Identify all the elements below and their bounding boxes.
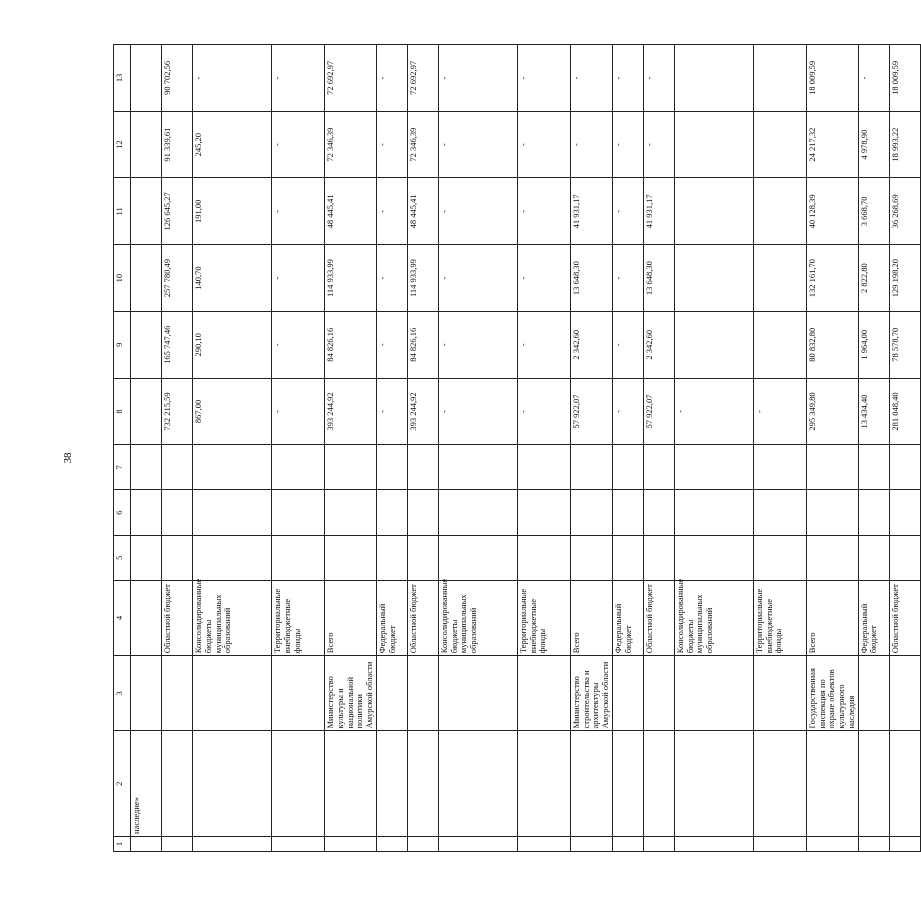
value-cell: 114 933,99 (325, 245, 377, 312)
value-cell: - (272, 245, 325, 312)
value-cell (753, 490, 806, 535)
program-cell (517, 731, 570, 836)
value-cell: - (376, 178, 407, 245)
value-cell: - (438, 311, 517, 378)
funding-source-cell: Консолидированные бюджеты муниципальных образований (438, 580, 517, 655)
value-cell: 80 832,80 (806, 311, 858, 378)
value-cell: 257 780,49 (162, 245, 193, 312)
row-number-cell (806, 836, 858, 851)
value-cell: - (612, 245, 643, 312)
executor-cell (674, 656, 753, 731)
value-cell (131, 490, 162, 535)
executor-cell (643, 656, 674, 731)
row-number-cell (674, 836, 753, 851)
value-cell: - (376, 111, 407, 178)
value-cell: 2 342,60 (570, 311, 612, 378)
value-cell: 245,20 (193, 111, 272, 178)
row-number-cell (612, 836, 643, 851)
value-cell: - (612, 311, 643, 378)
value-cell (753, 311, 806, 378)
value-cell: 393 244,92 (407, 378, 438, 445)
value-cell (889, 445, 920, 490)
table-row (193, 45, 272, 852)
column-header: 9 (114, 311, 131, 378)
value-cell: 295 349,80 (806, 378, 858, 445)
value-cell: 867,00 (193, 378, 272, 445)
table-row (674, 45, 753, 852)
value-cell: 57 922,07 (643, 378, 674, 445)
value-cell: - (376, 45, 407, 112)
value-cell (193, 535, 272, 580)
value-cell (612, 445, 643, 490)
value-cell: - (517, 178, 570, 245)
value-cell: 732 215,59 (162, 378, 193, 445)
column-header: 12 (114, 111, 131, 178)
value-cell (570, 490, 612, 535)
value-cell (162, 535, 193, 580)
value-cell: 48 445,41 (325, 178, 377, 245)
value-cell: - (753, 378, 806, 445)
value-cell (376, 445, 407, 490)
table-body (131, 45, 921, 852)
value-cell (193, 490, 272, 535)
value-cell (674, 245, 753, 312)
value-cell (131, 445, 162, 490)
value-cell (570, 535, 612, 580)
value-cell (131, 45, 162, 112)
executor-cell: Министерство строительства и архитектуры Амурской области (570, 656, 612, 731)
value-cell: - (272, 178, 325, 245)
value-cell (272, 535, 325, 580)
value-cell: 24 217,32 (806, 111, 858, 178)
value-cell: - (438, 111, 517, 178)
row-number-cell (325, 836, 377, 851)
executor-cell (272, 656, 325, 731)
program-cell (889, 731, 920, 836)
table-row (643, 45, 674, 852)
table-row (407, 45, 438, 852)
column-header: 11 (114, 178, 131, 245)
page-number: 38 (62, 452, 74, 464)
table-row (272, 45, 325, 852)
value-cell (376, 490, 407, 535)
executor-cell (858, 656, 889, 731)
column-header: 10 (114, 245, 131, 312)
value-cell: - (612, 178, 643, 245)
row-number-cell (517, 836, 570, 851)
value-cell (272, 490, 325, 535)
program-cell (806, 731, 858, 836)
executor-cell (753, 656, 806, 731)
value-cell: 72 692,97 (325, 45, 377, 112)
value-cell: 129 198,20 (889, 245, 920, 312)
value-cell (162, 445, 193, 490)
value-cell: - (376, 245, 407, 312)
column-header: 2 (114, 731, 131, 836)
value-cell: 126 645,27 (162, 178, 193, 245)
row-number-cell (570, 836, 612, 851)
value-cell (407, 490, 438, 535)
value-cell: - (643, 111, 674, 178)
value-cell: 36 268,69 (889, 178, 920, 245)
executor-cell (889, 656, 920, 731)
value-cell: - (570, 45, 612, 112)
column-header: 7 (114, 445, 131, 490)
value-cell (325, 490, 377, 535)
value-cell (643, 445, 674, 490)
row-number-cell (858, 836, 889, 851)
executor-cell: Министерство культуры и национальной политики Амурской области (325, 656, 377, 731)
value-cell: - (272, 45, 325, 112)
value-cell (674, 490, 753, 535)
value-cell: 13 648,30 (570, 245, 612, 312)
value-cell: - (517, 378, 570, 445)
funding-source-cell: Федеральный бюджет (376, 580, 407, 655)
executor-cell (517, 656, 570, 731)
value-cell: - (612, 111, 643, 178)
value-cell (193, 445, 272, 490)
value-cell (643, 535, 674, 580)
value-cell: 72 692,97 (407, 45, 438, 112)
value-cell (806, 490, 858, 535)
program-cell (674, 731, 753, 836)
program-cell (407, 731, 438, 836)
value-cell (438, 535, 517, 580)
funding-source-cell: Всего (570, 580, 612, 655)
value-cell: 393 244,92 (325, 378, 377, 445)
executor-cell (193, 656, 272, 731)
value-cell (674, 45, 753, 112)
value-cell (889, 490, 920, 535)
value-cell: - (674, 378, 753, 445)
column-header: 1 (114, 836, 131, 851)
funding-source-cell: Федеральный бюджет (858, 580, 889, 655)
program-cell (272, 731, 325, 836)
executor-cell: Государственная инспекция по охране объектов культурного наследия (806, 656, 858, 731)
value-cell (570, 445, 612, 490)
value-cell: 18 993,22 (889, 111, 920, 178)
value-cell: 140,70 (193, 245, 272, 312)
row-number-cell (193, 836, 272, 851)
table-row (889, 45, 920, 852)
value-cell (674, 111, 753, 178)
executor-cell (162, 656, 193, 731)
program-cell (162, 731, 193, 836)
value-cell (806, 445, 858, 490)
value-cell: 281 048,40 (889, 378, 920, 445)
program-cell (612, 731, 643, 836)
value-cell (889, 535, 920, 580)
value-cell: 132 161,70 (806, 245, 858, 312)
value-cell (674, 445, 753, 490)
column-header: 13 (114, 45, 131, 112)
table-row (162, 45, 193, 852)
value-cell (131, 245, 162, 312)
value-cell (517, 535, 570, 580)
value-cell: 91 339,61 (162, 111, 193, 178)
executor-cell (407, 656, 438, 731)
value-cell (674, 535, 753, 580)
value-cell (674, 311, 753, 378)
value-cell: 57 922,07 (570, 378, 612, 445)
table-row (131, 45, 162, 852)
executor-cell (131, 656, 162, 731)
value-cell: - (517, 245, 570, 312)
value-cell (612, 490, 643, 535)
row-number-cell (407, 836, 438, 851)
value-cell (612, 535, 643, 580)
value-cell: 18 009,59 (889, 45, 920, 112)
value-cell (753, 245, 806, 312)
funding-source-cell: Федеральный бюджет (612, 580, 643, 655)
row-number-cell (131, 836, 162, 851)
funding-source-cell: Консолидированные бюджеты муниципальных образований (674, 580, 753, 655)
value-cell: - (272, 378, 325, 445)
value-cell (131, 378, 162, 445)
executor-cell (438, 656, 517, 731)
funding-source-cell: Территориальные внебюджетные фонды (517, 580, 570, 655)
row-number-cell (162, 836, 193, 851)
value-cell (407, 535, 438, 580)
column-header: 4 (114, 580, 131, 655)
value-cell (376, 535, 407, 580)
value-cell: 41 931,17 (570, 178, 612, 245)
value-cell: 13 648,30 (643, 245, 674, 312)
budget-table (113, 44, 921, 852)
value-cell: 84 826,16 (325, 311, 377, 378)
program-cell (438, 731, 517, 836)
value-cell (517, 445, 570, 490)
value-cell: 3 668,70 (858, 178, 889, 245)
table-row (325, 45, 377, 852)
value-cell: 2 342,60 (643, 311, 674, 378)
value-cell (753, 45, 806, 112)
program-cell (376, 731, 407, 836)
value-cell (131, 311, 162, 378)
program-cell (570, 731, 612, 836)
funding-source-cell (131, 580, 162, 655)
value-cell (438, 445, 517, 490)
value-cell: 72 346,39 (325, 111, 377, 178)
value-cell (325, 445, 377, 490)
value-cell (517, 490, 570, 535)
value-cell (858, 490, 889, 535)
value-cell: 41 931,17 (643, 178, 674, 245)
value-cell (131, 535, 162, 580)
funding-source-cell: Всего (325, 580, 377, 655)
value-cell: - (272, 111, 325, 178)
value-cell: - (438, 378, 517, 445)
value-cell: - (570, 111, 612, 178)
row-number-cell (376, 836, 407, 851)
row-number-cell (438, 836, 517, 851)
value-cell (753, 178, 806, 245)
value-cell (806, 535, 858, 580)
value-cell: 165 747,46 (162, 311, 193, 378)
value-cell (643, 490, 674, 535)
value-cell: 90 702,56 (162, 45, 193, 112)
funding-source-cell: Областной бюджет (407, 580, 438, 655)
executor-cell (612, 656, 643, 731)
value-cell: - (612, 378, 643, 445)
table-row (612, 45, 643, 852)
value-cell: 2 822,80 (858, 245, 889, 312)
value-cell: 290,10 (193, 311, 272, 378)
value-cell (407, 445, 438, 490)
funding-source-cell: Областной бюджет (643, 580, 674, 655)
table-row (570, 45, 612, 852)
table-row (517, 45, 570, 852)
value-cell: - (272, 311, 325, 378)
table-row (376, 45, 407, 852)
value-cell: 114 933,99 (407, 245, 438, 312)
program-cell (325, 731, 377, 836)
executor-cell (376, 656, 407, 731)
value-cell: 191,00 (193, 178, 272, 245)
rotated-table-container (113, 44, 900, 852)
value-cell: 72 346,39 (407, 111, 438, 178)
value-cell (162, 490, 193, 535)
table-row (753, 45, 806, 852)
value-cell: 13 434,40 (858, 378, 889, 445)
row-number-cell (272, 836, 325, 851)
value-cell (753, 535, 806, 580)
column-header: 3 (114, 656, 131, 731)
row-number-cell (889, 836, 920, 851)
header-row (114, 45, 131, 852)
value-cell: - (438, 45, 517, 112)
row-number-cell (643, 836, 674, 851)
value-cell: - (517, 111, 570, 178)
value-cell: - (376, 378, 407, 445)
value-cell: - (376, 311, 407, 378)
funding-source-cell: Территориальные внебюджетные фонды (272, 580, 325, 655)
funding-source-cell: Территориальные внебюджетные фонды (753, 580, 806, 655)
value-cell (325, 535, 377, 580)
value-cell (131, 111, 162, 178)
program-cell: наследие» (131, 731, 162, 836)
value-cell (858, 535, 889, 580)
value-cell: - (517, 311, 570, 378)
funding-source-cell: Консолидированные бюджеты муниципальных образований (193, 580, 272, 655)
value-cell: 1 964,00 (858, 311, 889, 378)
program-cell (858, 731, 889, 836)
value-cell: - (193, 45, 272, 112)
value-cell: - (438, 178, 517, 245)
value-cell: 4 978,90 (858, 111, 889, 178)
column-header: 5 (114, 535, 131, 580)
row-number-cell (753, 836, 806, 851)
value-cell: 18 009,59 (806, 45, 858, 112)
value-cell: - (612, 45, 643, 112)
column-header: 6 (114, 490, 131, 535)
value-cell (753, 445, 806, 490)
table-row (806, 45, 858, 852)
value-cell: - (643, 45, 674, 112)
funding-source-cell: Областной бюджет (889, 580, 920, 655)
funding-source-cell: Всего (806, 580, 858, 655)
value-cell: - (517, 45, 570, 112)
column-header: 8 (114, 378, 131, 445)
value-cell: 48 445,41 (407, 178, 438, 245)
program-cell (753, 731, 806, 836)
value-cell: - (858, 45, 889, 112)
value-cell: 40 128,39 (806, 178, 858, 245)
value-cell: - (438, 245, 517, 312)
value-cell (131, 178, 162, 245)
value-cell (858, 445, 889, 490)
value-cell: 78 578,70 (889, 311, 920, 378)
value-cell (272, 445, 325, 490)
value-cell (674, 178, 753, 245)
program-cell (643, 731, 674, 836)
program-cell (193, 731, 272, 836)
table-row (858, 45, 889, 852)
value-cell: 84 826,16 (407, 311, 438, 378)
funding-source-cell: Областной бюджет (162, 580, 193, 655)
table-row (438, 45, 517, 852)
value-cell (753, 111, 806, 178)
value-cell (438, 490, 517, 535)
